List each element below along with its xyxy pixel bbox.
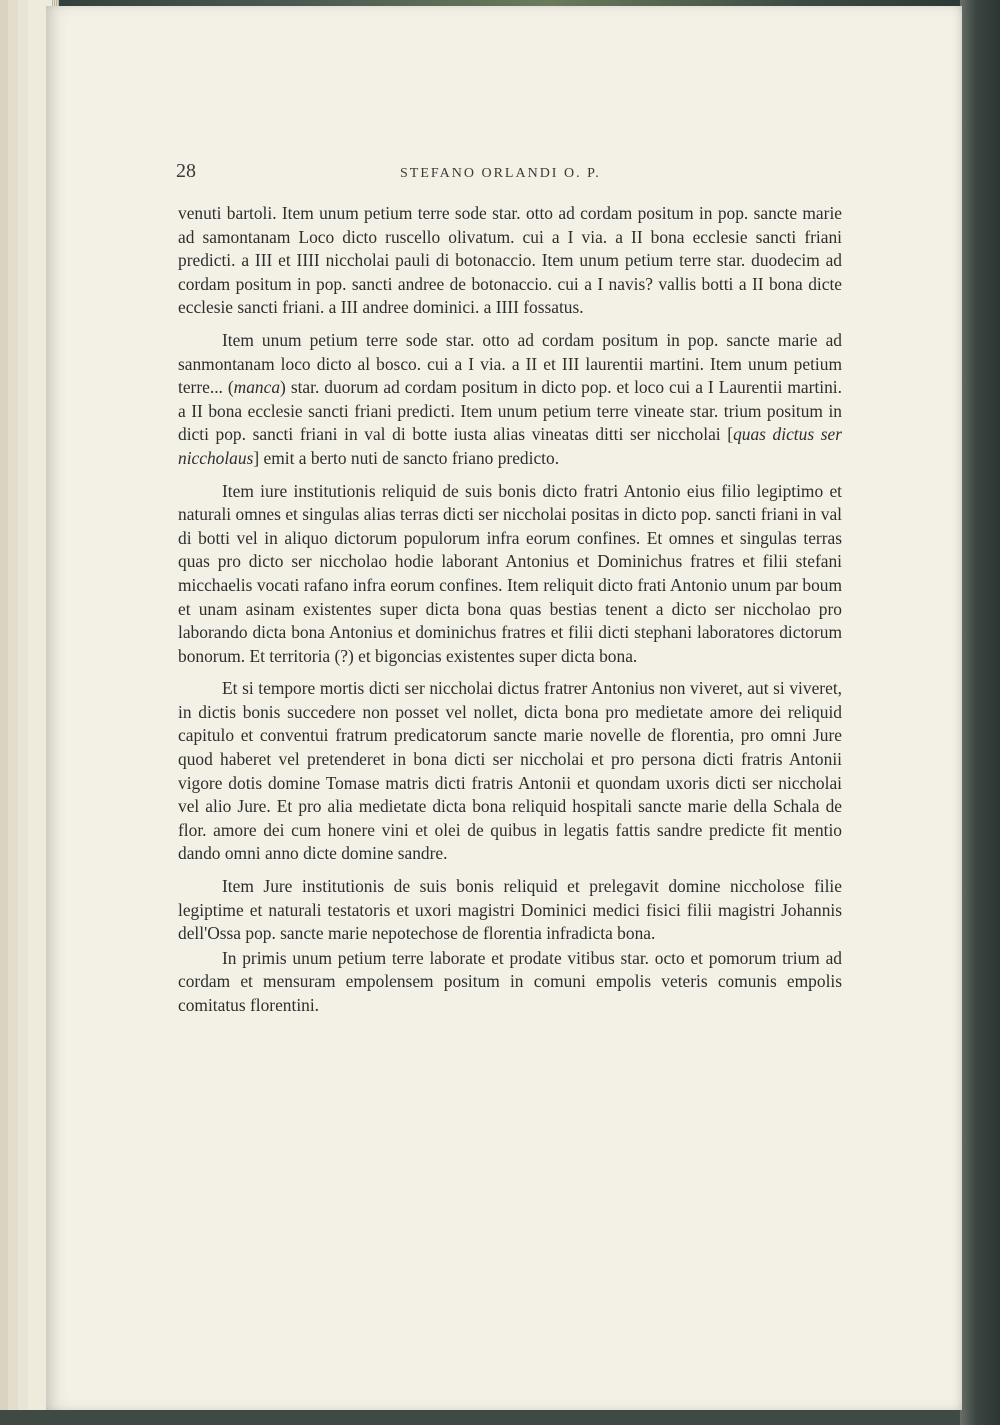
- book-cover-right: [960, 0, 1000, 1425]
- paragraph-4: Et si tempore mortis dicti ser niccholai dictus fratrer Antonius non viveret, aut si viveret, in dictis bonis succedere non posset vel nollet, dicta bona pro medietate amore dei reliquid capitulo et conventui fratrum predicatorum sancte marie novelle de florentia, pro omni Jure quod haberet vel pretenderet in bona dicti ser niccholai et pro persona dicti fratris Antonii vigore dotis domine Tomase matris dicti fratris Antonii et quondam uxoris dicti ser niccholai vel alio Jure. Et pro alia medietate dicta bona reliquid hospitali sancte marie della Schala de flor. amore dei cum honere vini et olei de quibus in legatis fattis sandre predicte fit mentio dando omni anno dicte domine sandre.: [178, 678, 842, 864]
- paragraph-3: Item iure institutionis reliquid de suis bonis dicto fratri Antonio eius filio legiptimo et naturali omnes et singulas alias terras dicti ser niccholai positas in dicto pop. sancti friani in val di botti vel in aliquo dictorum populorum infra eorum confines. Et omnes et singulas terras quas pro dicto ser niccholao hodie laborant Antonius et Dominichus fratres et filii stefani micchaelis vocati rafano infra eorum confines. Item reliquit dicto frati Antonio unum par boum et unam asinam existentes super dicta bona quas bestias tenent a dicto ser niccholao pro laborando dicta bona Antonius et dominichus fratres et filii dicti stephani laboratores dictorum bonorum. Et territoria (?) et bigoncias existentes super dicta bona.: [178, 480, 842, 666]
- paragraph-6: In primis unum petium terre laborate et prodate vitibus star. octo et pomorum trium ad cordam et mensuram empolensem positum in comuni empolis veteris comunis empolis comitatus florentini.: [178, 947, 842, 1015]
- paragraph-5: Item Jure institutionis de suis bonis reliquid et prelegavit domine niccholose filie legiptime et naturali testatoris et uxori magistri Dominici medici fisici filii magistri Johannis dell'Ossa pop. sancte marie nepotechose de florentia infradicta bona.: [178, 876, 842, 944]
- paragraph-1: venuti bartoli. Item unum petium terre sode star. otto ad cordam positum in pop. sancte marie ad samontanam Loco dicto ruscello olivatum. cui a I via. a II bona ecclesie sancti friani predicti. a III et IIII niccholai pauli di botonaccio. Item unum petium terre star. duodecim ad cordam positum in pop. sancti andree de botonaccio. cui a I navis? vallis botti a II bona dicte ecclesie sancti friani. a III andree dominici. a IIII fossatus.: [178, 203, 842, 318]
- paragraph-2-italic: quas dictus ser niccholaus: [178, 424, 842, 468]
- paragraph-2-manca: manca: [233, 377, 281, 398]
- paragraph-2: [178, 329, 842, 471]
- page-number: 28: [176, 160, 196, 182]
- paragraph-2-part-c: ] emit a berto nuti de sancto friano predicto.: [253, 447, 560, 468]
- text-body: [178, 202, 842, 1027]
- paragraph-2-part-b: ) star. duorum ad cordam positum in dicto pop. et loco cui a I Laurentii martini. a II bona ecclesie sancti friani predicti. Item unum petium terre vineate star. trium positum in dicti pop. sancti friani in val di botte iusta alias vineatas ditti ser niccholai [: [178, 377, 842, 445]
- paragraph-2-part-a: Item unum petium terre sode star. otto ad cordam positum in pop. sancte marie ad sanmontanam loco dicto al bosco. cui a I via. a II et III laurentii martini. Item unum petium terre... (: [178, 329, 842, 398]
- running-head: STEFANO ORLANDI O. P.: [400, 166, 601, 181]
